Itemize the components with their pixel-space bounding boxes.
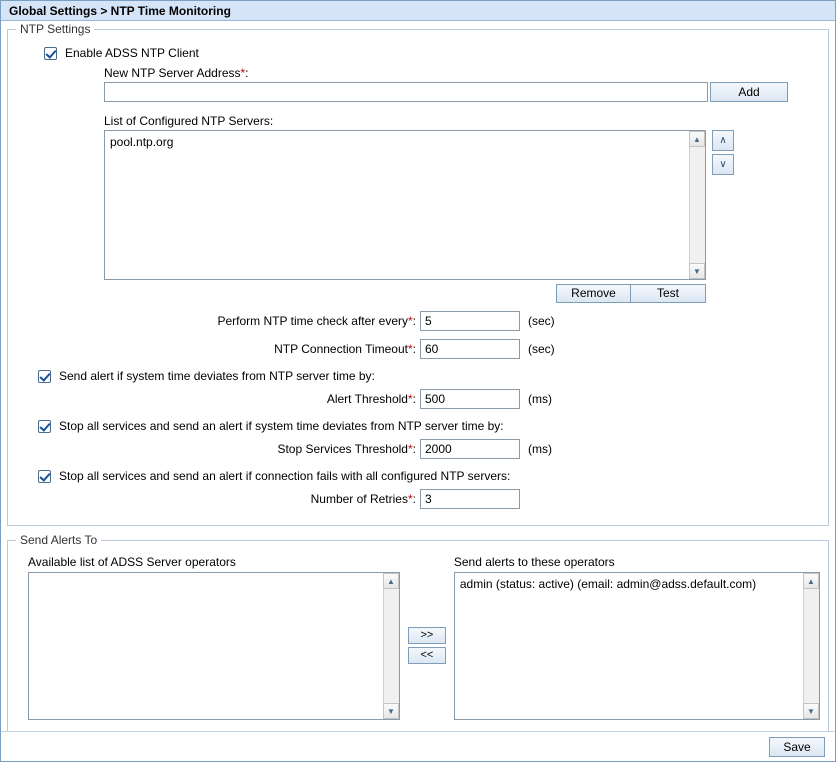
label-colon: :	[412, 442, 416, 456]
configured-servers-block	[104, 114, 820, 280]
label-colon: :	[412, 314, 416, 328]
check-interval-unit: (sec)	[528, 314, 555, 328]
new-ntp-server-row	[104, 82, 820, 102]
ntp-settings-fieldset	[7, 22, 829, 526]
move-left-button[interactable]: <<	[408, 647, 446, 664]
alert-threshold-label	[16, 392, 420, 406]
required-asterisk: *	[407, 492, 413, 506]
stop-services-deviation-checkbox[interactable]	[38, 420, 51, 433]
reorder-buttons	[712, 130, 734, 175]
test-button[interactable]: Test	[631, 284, 706, 303]
available-operators-scrollbar[interactable]	[383, 573, 399, 719]
required-asterisk: *	[240, 66, 246, 80]
number-of-retries-input[interactable]	[420, 489, 520, 509]
scroll-down-icon[interactable]: ▼	[383, 703, 399, 719]
check-interval-row	[16, 311, 820, 331]
scroll-up-icon[interactable]: ▲	[383, 573, 399, 589]
breadcrumb-text: Global Settings > NTP Time Monitoring	[9, 3, 231, 18]
number-of-retries-label	[16, 492, 420, 506]
breadcrumb	[1, 1, 835, 21]
check-interval-label-text: Perform NTP time check after every	[217, 314, 408, 328]
stop-services-conn-fail-checkbox[interactable]	[38, 470, 51, 483]
remove-button[interactable]: Remove	[556, 284, 631, 303]
chevron-down-icon[interactable]: ∨	[712, 154, 734, 175]
connection-timeout-unit: (sec)	[528, 342, 555, 356]
stop-services-threshold-row	[16, 439, 820, 459]
label-colon: :	[245, 66, 249, 80]
list-item[interactable]: admin (status: active) (email: admin@adss.default.com)	[459, 577, 757, 591]
connection-timeout-label-text: NTP Connection Timeout	[274, 342, 408, 356]
available-operators-column	[28, 555, 400, 720]
required-asterisk: *	[407, 342, 413, 356]
new-ntp-server-label-text: New NTP Server Address	[104, 66, 241, 80]
label-colon: :	[412, 342, 416, 356]
send-alert-deviation-row[interactable]	[38, 369, 820, 383]
required-asterisk: *	[407, 442, 413, 456]
enable-adss-ntp-client-label: Enable ADSS NTP Client	[65, 46, 199, 60]
ntp-settings-legend: NTP Settings	[16, 22, 94, 36]
send-alerts-fieldset	[7, 533, 829, 759]
stop-services-threshold-label-text: Stop Services Threshold	[277, 442, 408, 456]
number-of-retries-row	[16, 489, 820, 509]
configured-servers-row	[104, 130, 820, 280]
alert-threshold-label-text: Alert Threshold	[326, 392, 408, 406]
connection-timeout-input[interactable]	[420, 339, 520, 359]
stop-services-deviation-row[interactable]	[38, 419, 820, 433]
footer-bar	[1, 731, 835, 761]
list-action-buttons	[104, 284, 706, 303]
save-button[interactable]: Save	[769, 737, 825, 757]
chevron-up-icon[interactable]: ∧	[712, 130, 734, 151]
new-ntp-server-block	[104, 66, 820, 102]
selected-operators-title: Send alerts to these operators	[453, 555, 615, 569]
scroll-up-icon[interactable]: ▲	[803, 573, 819, 589]
check-interval-label	[16, 314, 420, 328]
required-asterisk: *	[407, 392, 413, 406]
move-right-button[interactable]: >>	[408, 627, 446, 644]
enable-adss-ntp-client-row[interactable]	[44, 46, 820, 60]
alert-threshold-input[interactable]	[420, 389, 520, 409]
check-interval-input[interactable]	[420, 311, 520, 331]
stop-services-threshold-unit: (ms)	[528, 442, 552, 456]
selected-operators-items	[455, 573, 819, 595]
transfer-buttons	[400, 555, 454, 664]
selected-operators-listbox[interactable]	[454, 572, 820, 720]
stop-services-deviation-label: Stop all services and send an alert if system time deviates from NTP server time by:	[59, 419, 504, 433]
send-alert-deviation-label: Send alert if system time deviates from NTP server time by:	[59, 369, 375, 383]
connection-timeout-label	[16, 342, 420, 356]
new-ntp-server-label	[104, 66, 820, 80]
scroll-down-icon[interactable]: ▼	[689, 263, 705, 279]
label-colon: :	[412, 492, 416, 506]
list-item[interactable]: pool.ntp.org	[110, 135, 174, 149]
number-of-retries-label-text: Number of Retries	[310, 492, 408, 506]
send-alerts-legend: Send Alerts To	[16, 533, 101, 547]
operators-transfer-widget	[16, 555, 820, 720]
scroll-up-icon[interactable]: ▲	[689, 131, 705, 147]
configured-servers-listbox[interactable]	[104, 130, 706, 280]
enable-adss-ntp-client-checkbox[interactable]	[44, 47, 57, 60]
selected-operators-scrollbar[interactable]	[803, 573, 819, 719]
alert-threshold-unit: (ms)	[528, 392, 552, 406]
available-operators-title: Available list of ADSS Server operators	[28, 555, 236, 569]
available-operators-listbox[interactable]	[28, 572, 400, 720]
add-button[interactable]: Add	[710, 82, 788, 102]
label-colon: :	[412, 392, 416, 406]
configured-servers-label: List of Configured NTP Servers:	[104, 114, 274, 128]
send-alert-deviation-checkbox[interactable]	[38, 370, 51, 383]
alert-threshold-row	[16, 389, 820, 409]
listbox-scrollbar[interactable]	[689, 131, 705, 279]
stop-services-threshold-input[interactable]	[420, 439, 520, 459]
stop-services-conn-fail-row[interactable]	[38, 469, 820, 483]
available-operators-items	[29, 573, 399, 579]
new-ntp-server-input[interactable]	[104, 82, 708, 102]
configured-servers-items	[105, 131, 705, 153]
stop-services-conn-fail-label: Stop all services and send an alert if connection fails with all configured NTP servers:	[59, 469, 511, 483]
selected-operators-column	[454, 555, 820, 720]
required-asterisk: *	[407, 314, 413, 328]
scroll-down-icon[interactable]: ▼	[803, 703, 819, 719]
stop-services-threshold-label	[16, 442, 420, 456]
connection-timeout-row	[16, 339, 820, 359]
